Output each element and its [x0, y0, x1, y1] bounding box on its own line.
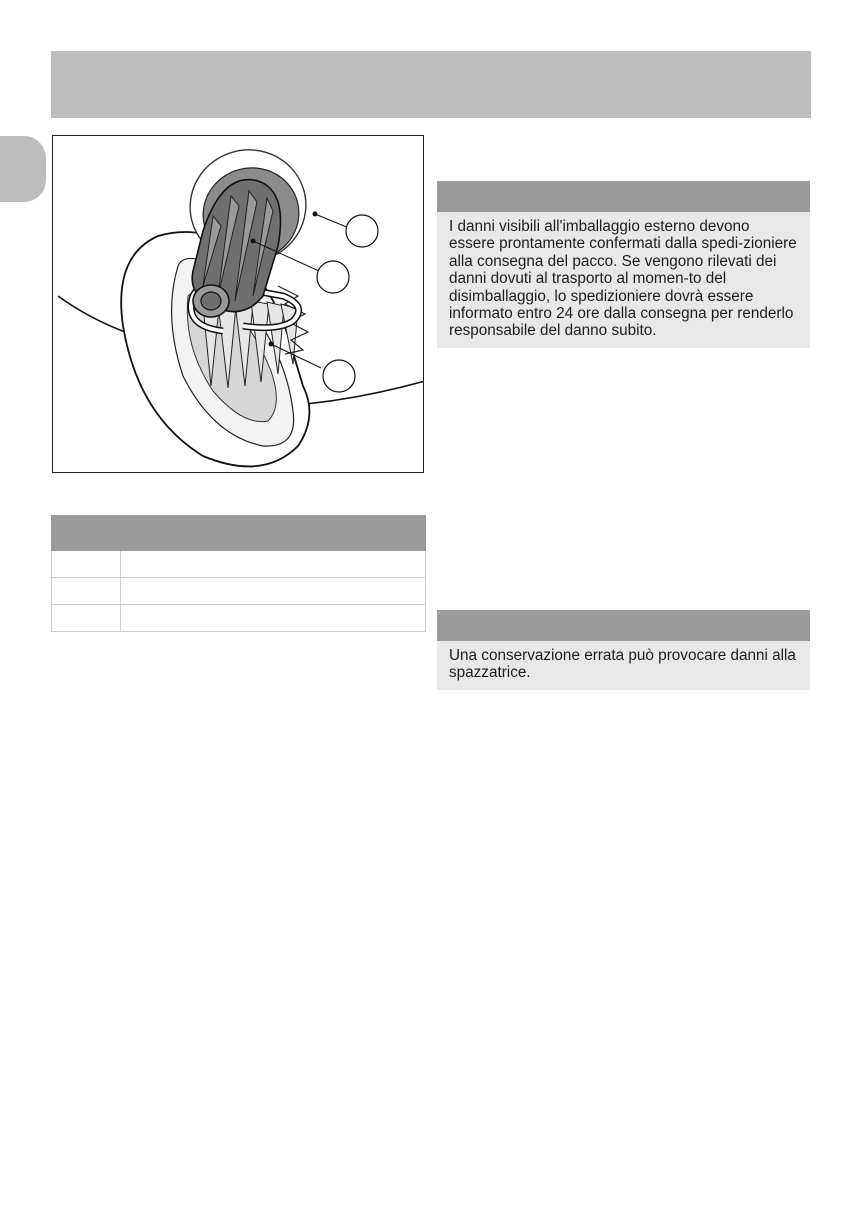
note-text: Una conservazione errata può provocare danni alla spazzatrice.: [449, 647, 796, 682]
note-heading-bar: [437, 610, 810, 641]
legend-row-number: [52, 551, 121, 578]
legend-row-number: [52, 605, 121, 632]
legend-table: [51, 515, 426, 632]
table-row: [52, 605, 426, 632]
legend-row-number: [52, 578, 121, 605]
legend-row-description: [121, 551, 426, 578]
callout-circle-2: [317, 261, 349, 293]
chapter-side-tab: [0, 136, 46, 202]
callout-circle-1: [346, 215, 378, 247]
storage-warning-note: [437, 610, 810, 690]
table-row: [52, 578, 426, 605]
page-header-band: [51, 51, 811, 118]
transport-damage-note: [437, 181, 810, 348]
brush-drawing: [53, 136, 424, 473]
legend-header-description: [121, 516, 426, 551]
table-row: [52, 551, 426, 578]
legend-row-description: [121, 605, 426, 632]
note-heading-bar: [437, 181, 810, 212]
legend-row-description: [121, 578, 426, 605]
legend-header-number: [52, 516, 121, 551]
legend-table-header-row: [52, 516, 426, 551]
note-text: I danni visibili all'imballaggio esterno devono essere prontamente confermati dalla spedi-zioniere alla consegna del pacco. Se vengono rilevati dei danni dovuti al trasporto al momen-to del disimballaggio, lo spedizioniere dovrà essere informato entro 24 ore dalla consegna per renderlo responsabile del danno subito.: [449, 218, 797, 340]
brush-illustration: [52, 135, 424, 473]
callout-circle-3: [323, 360, 355, 392]
